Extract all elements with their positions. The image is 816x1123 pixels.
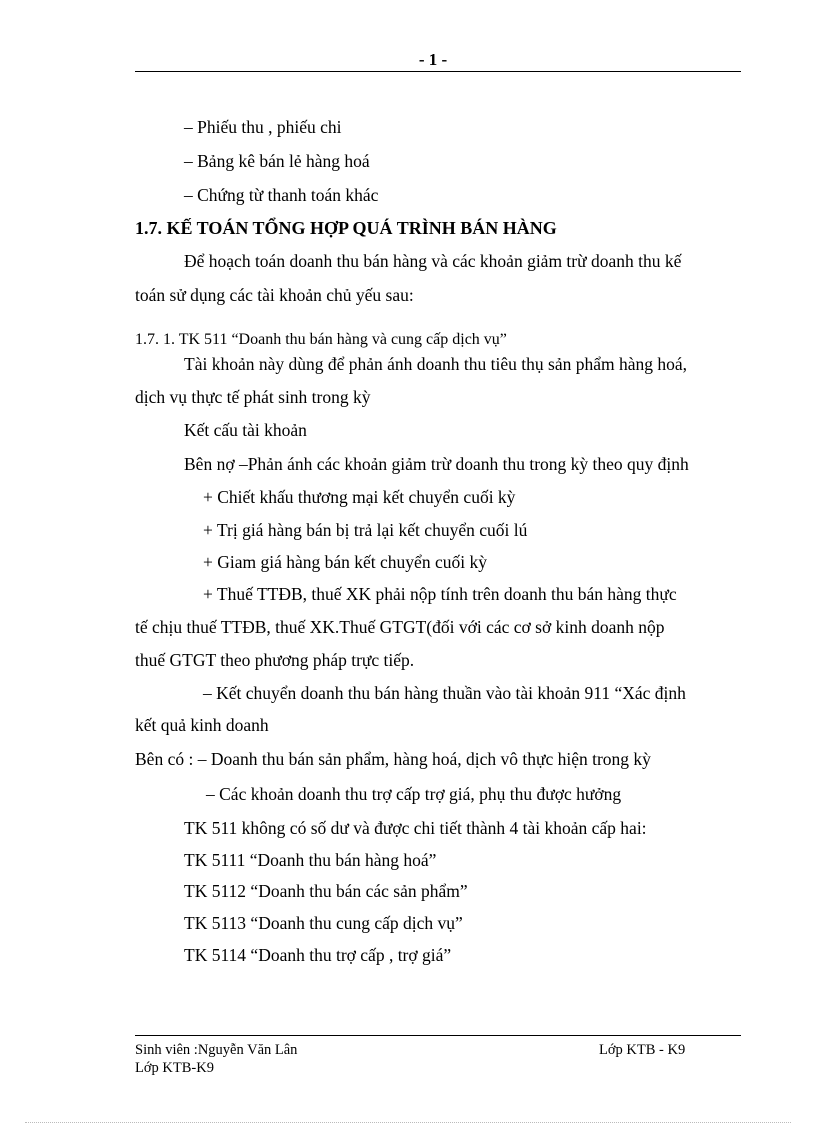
list-item: – Bảng kê bán lẻ hàng hoá [184, 151, 370, 171]
page-number: - 1 - [418, 50, 448, 69]
section-heading: 1.7. KẾ TOÁN TỔNG HỢP QUÁ TRÌNH BÁN HÀNG [135, 218, 557, 238]
transfer-line-1: – Kết chuyển doanh thu bán hàng thuần vào tài khoản 911 “Xác định [203, 683, 686, 703]
tax-line-1: + Thuế TTĐB, thuế XK phải nộp tính trên doanh thu bán hàng thực [203, 584, 677, 604]
structure-label: Kết cấu tài khoản [184, 420, 307, 440]
sub-account: TK 5113 “Doanh thu cung cấp dịch vụ” [184, 913, 463, 933]
debit-item: + Chiết khấu thương mại kết chuyển cuối kỳ [203, 487, 516, 507]
footer-student: Sinh viên :Nguyễn Văn Lân [135, 1042, 298, 1058]
debit-side: Bên nợ –Phản ánh các khoản giảm trừ doanh thu trong kỳ theo quy định [184, 454, 689, 474]
header-rule [135, 71, 741, 72]
description-line-1: Tài khoản này dùng để phản ánh doanh thu tiêu thụ sản phẩm hàng hoá, [184, 354, 688, 374]
tk511-note: TK 511 không có số dư và được chi tiết thành 4 tài khoản cấp hai: [184, 818, 647, 838]
tax-line-2: tế chịu thuế TTĐB, thuế XK.Thuế GTGT(đối với các cơ sở kinh doanh nộp [135, 617, 665, 637]
debit-item: + Giam giá hàng bán kết chuyển cuối kỳ [203, 552, 487, 572]
description-line-2: dịch vụ thực tế phát sinh trong kỳ [135, 387, 371, 407]
footer-class-right: Lớp KTB - K9 [599, 1042, 686, 1058]
subsection-heading: 1.7. 1. TK 511 “Doanh thu bán hàng và cung cấp dịch vụ” [135, 331, 507, 348]
transfer-line-2: kết quả kinh doanh [135, 715, 269, 735]
debit-item: + Trị giá hàng bán bị trả lại kết chuyển cuối lú [203, 520, 528, 540]
list-item: – Phiếu thu , phiếu chi [184, 117, 342, 137]
footer-class-left: Lớp KTB-K9 [135, 1060, 214, 1076]
sub-account: TK 5114 “Doanh thu trợ cấp , trợ giá” [184, 945, 452, 965]
intro-line-1: Để hoạch toán doanh thu bán hàng và các khoản giảm trừ doanh thu kế [184, 251, 682, 271]
credit-side: Bên có : – Doanh thu bán sản phẩm, hàng hoá, dịch vô thực hiện trong kỳ [135, 749, 651, 769]
footer-rule [135, 1035, 741, 1036]
tax-line-3: thuế GTGT theo phương pháp trực tiếp. [135, 650, 415, 670]
credit-item: – Các khoản doanh thu trợ cấp trợ giá, phụ thu được hưởng [206, 784, 622, 804]
intro-line-2: toán sử dụng các tài khoản chủ yếu sau: [135, 285, 414, 305]
sub-account: TK 5111 “Doanh thu bán hàng hoá” [184, 850, 437, 870]
sub-account: TK 5112 “Doanh thu bán các sản phẩm” [184, 881, 468, 901]
list-item: – Chứng từ thanh toán khác [184, 185, 379, 205]
